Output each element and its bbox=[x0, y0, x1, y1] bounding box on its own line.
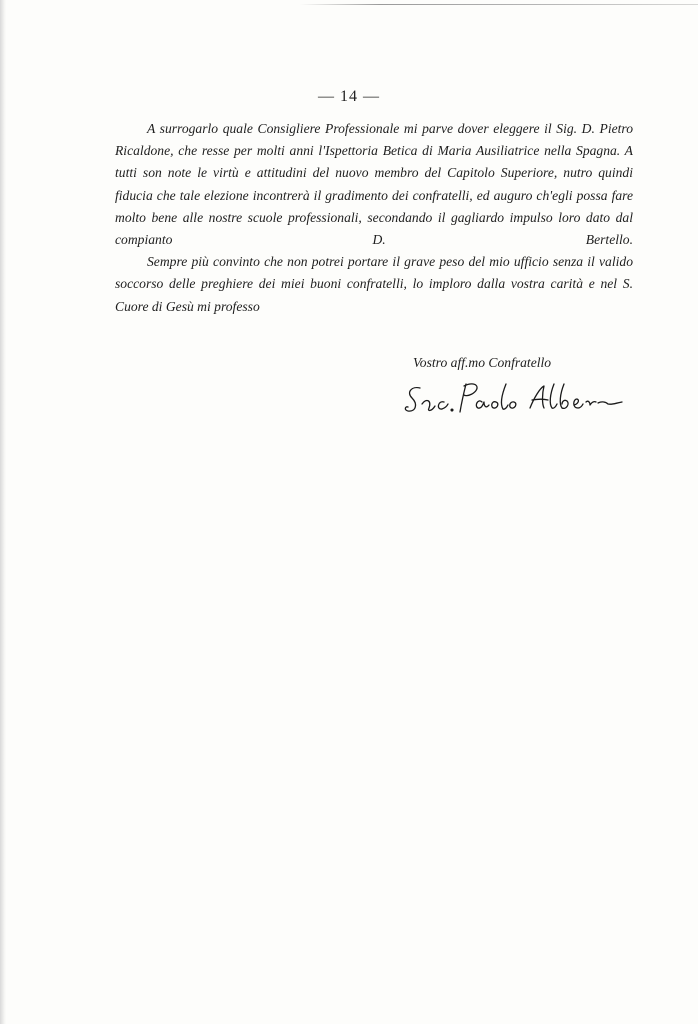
page-number: — 14 — bbox=[318, 88, 380, 105]
paragraph-1: A surrogarlo quale Consigliere Professionale mi parve dover eleggere il Sig. D. Pietro Ricaldone, che resse per molti anni l'Ispettoria Betica di Maria Ausiliatrice nella Spagna. A tutti son note le virtù e attitudini del nuovo membro del Capitolo Superiore, nutro quindi fiducia che tale elezione incontrerà il gradimento dei confratelli, ed auguro ch'egli possa fare molto bene alle nostre scuole professionali, secondando il gagliardo impulso loro dato dal compianto D. Bertello. bbox=[115, 121, 633, 248]
paragraph-2: Sempre più convinto che non potrei portare il grave peso del mio ufficio senza il valido soccorso delle preghiere dei miei buoni confratelli, lo imploro dalla vostra carità e nel S. Cuore di Gesù mi professo bbox=[115, 254, 633, 314]
handwritten-signature bbox=[402, 378, 624, 422]
scan-edge-shadow bbox=[0, 0, 6, 1024]
scan-artifact-line bbox=[300, 4, 698, 5]
closing-salutation: Vostro aff.mo Confratello bbox=[413, 355, 552, 370]
letter-body bbox=[115, 118, 633, 318]
